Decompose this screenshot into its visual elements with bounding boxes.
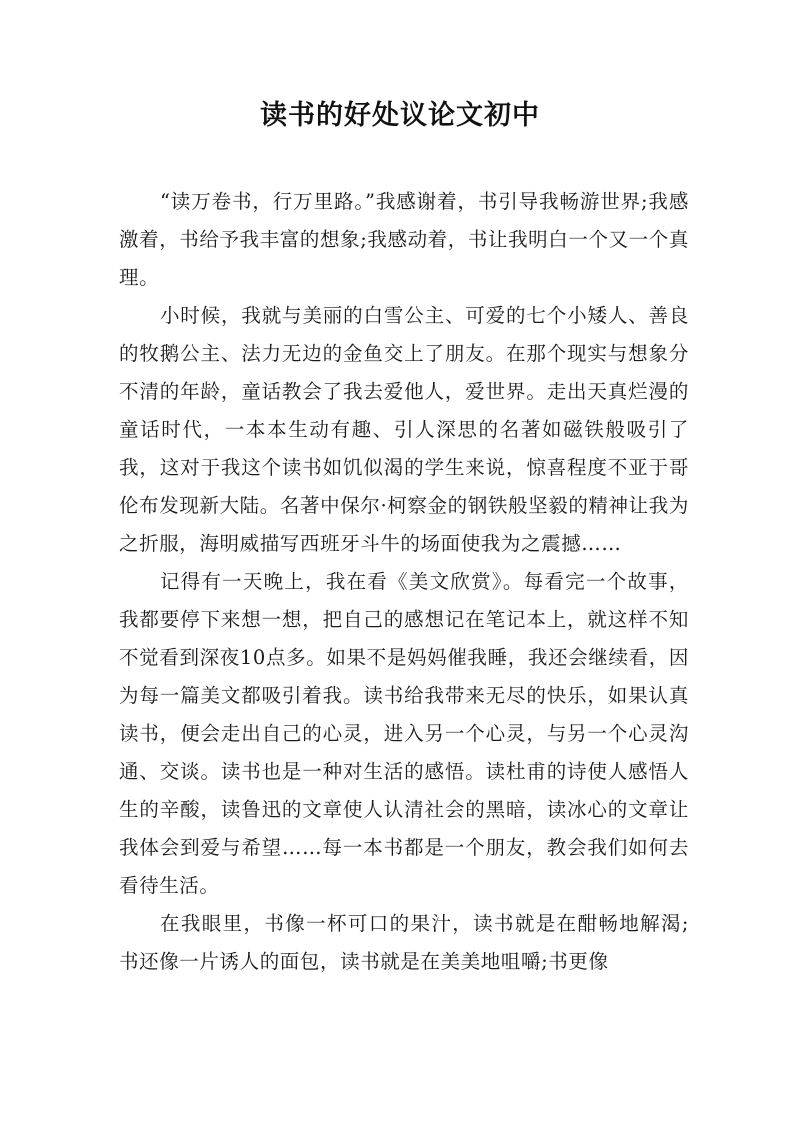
paragraph-1: “读万卷书，行万里路。”我感谢着，书引导我畅游世界;我感激着，书给予我丰富的想象;我感动着，书让我明白一个又一个真理。: [119, 190, 689, 289]
document-body: [119, 183, 689, 981]
document-title: 读书的好处议论文初中: [260, 100, 540, 131]
paragraph-3: 记得有一天晚上，我在看《美文欣赏》。每看完一个故事，我都要停下来想一想，把自己的感想记在笔记本上，就这样不知不觉看到深夜10点多。如果不是妈妈催我睡，我还会继续看，因为每一篇美文都吸引着我。读书给我带来无尽的快乐，如果认真读书，便会走出自己的心灵，进入另一个心灵，与另一个心灵沟通、交谈。读书也是一种对生活的感悟。读杜甫的诗使人感悟人生的辛酸，读鲁迅的文章使人认清社会的黑暗，读冰心的文章让我体会到爱与希望……每一本书都是一个朋友，教会我们如何去看待生活。: [119, 570, 689, 897]
paragraph-2: 小时候，我就与美丽的白雪公主、可爱的七个小矮人、善良的牧鹅公主、法力无边的金鱼交上了朋友。在那个现实与想象分不清的年龄，童话教会了我去爱他人，爱世界。走出天真烂漫的童话时代，一本本生动有趣、引人深思的名著如磁铁般吸引了我，这对于我这个读书如饥似渴的学生来说，惊喜程度不亚于哥伦布发现新大陆。名著中保尔·柯察金的钢铁般坚毅的精神让我为之折服，海明威描写西班牙斗牛的场面使我为之震撼……: [119, 304, 689, 555]
paragraph-4: 在我眼里，书像一杯可口的果汁，读书就是在酣畅地解渴;书还像一片诱人的面包，读书就是在美美地咀嚼;书更像: [119, 912, 689, 973]
